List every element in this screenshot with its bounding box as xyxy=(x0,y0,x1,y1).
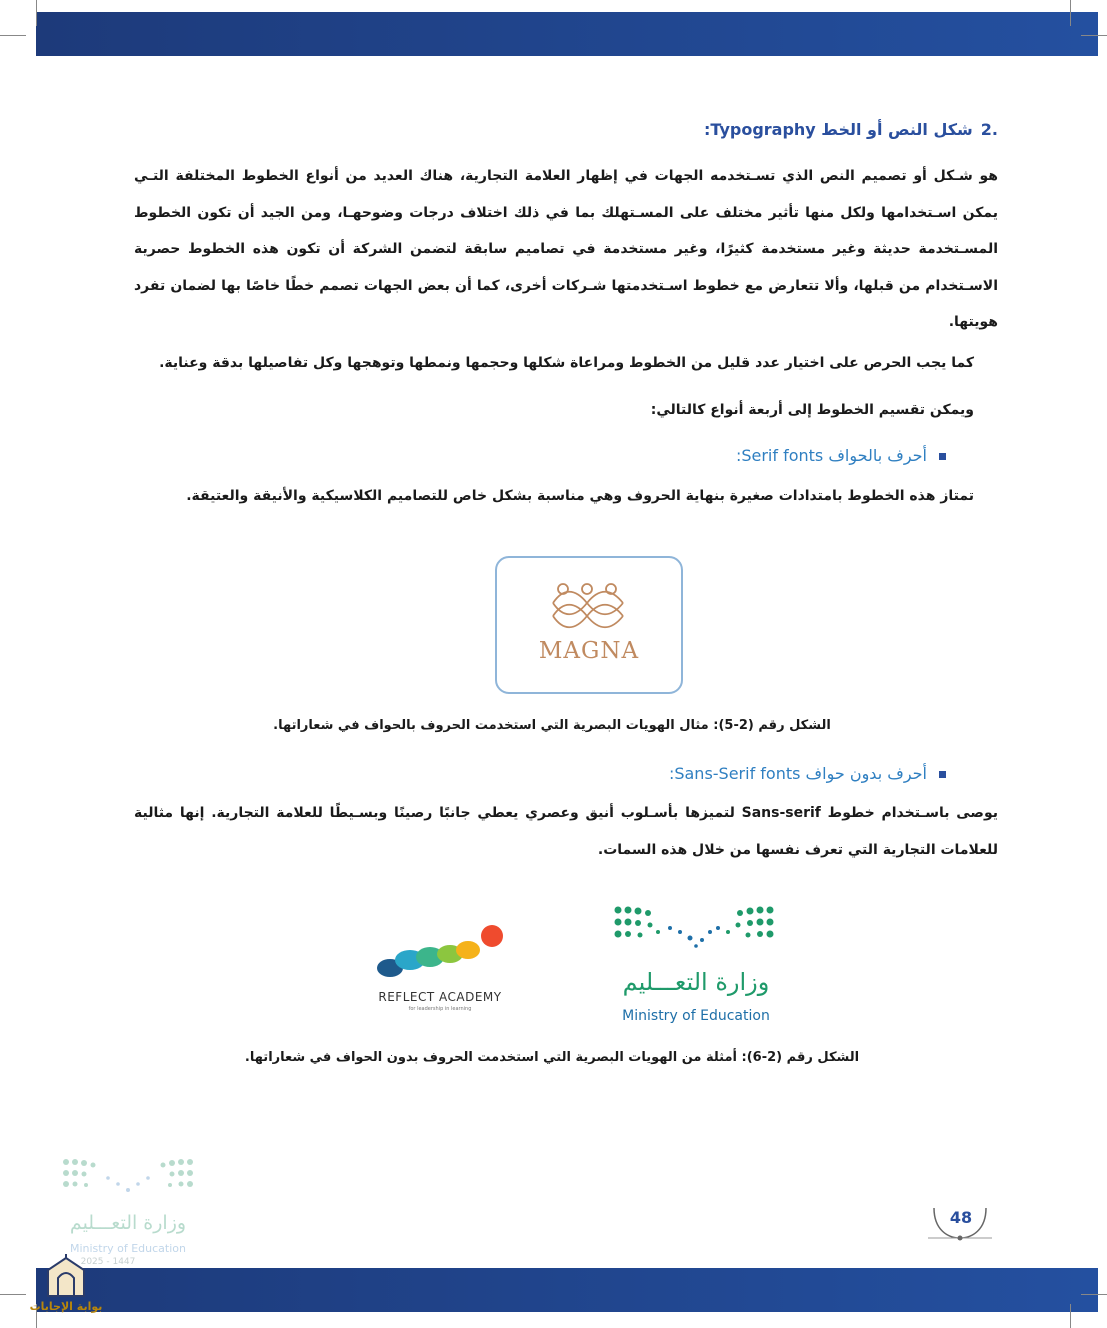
section-heading xyxy=(134,120,998,139)
care-text: كما يجب الحرص على اختيار عدد قليل من الخطوط ومراعاة شكلها وحجمها ونمطها وتوهجها وكل تفاصيلها بدقة وعناية. xyxy=(159,355,974,371)
types-intro-text: ويمكن تقسيم الخطوط إلى أربعة أنواع كالتالي: xyxy=(650,402,974,418)
magna-logo-frame xyxy=(495,556,683,694)
portal-watermark xyxy=(30,1254,102,1318)
sans-serif-title: أحرف بدون حواف Sans-Serif fonts: xyxy=(668,764,927,783)
reflect-academy-logo xyxy=(370,918,510,1018)
caption-text: أمثلة من الهويات البصرية التي استخدمت الحروف بدون الحواف في شعاراتها. xyxy=(244,1050,737,1065)
caption-text: مثال الهويات البصرية التي استخدمت الحروف بالحواف في شعاراتها. xyxy=(273,718,709,733)
top-color-band xyxy=(36,12,1098,56)
sans-serif-description xyxy=(134,795,998,868)
caption-label: الشكل رقم (2-6): xyxy=(741,1050,860,1065)
reflect-academy-name: REFLECT ACADEMY xyxy=(378,990,502,1004)
serif-bullet xyxy=(134,446,946,465)
ministry-english-name: Ministry of Education xyxy=(622,1008,770,1024)
reflect-academy-symbol-icon xyxy=(370,918,510,978)
footer-ministry-dots-icon xyxy=(58,1154,198,1198)
footer-year: 2025 - 1447 xyxy=(80,1257,136,1267)
intro-paragraph xyxy=(134,158,998,341)
footer-ministry-arabic: وزارة التعـــليم xyxy=(69,1212,187,1234)
crop-mark xyxy=(1070,1304,1071,1328)
figure-caption-2-5 xyxy=(150,718,954,733)
crop-mark xyxy=(1081,35,1107,36)
page-number: 48 xyxy=(949,1208,973,1227)
bullet-square-icon xyxy=(939,771,946,778)
care-paragraph xyxy=(134,345,974,382)
section-number: .2 xyxy=(980,120,998,139)
serif-description-text: تمتاز هذه الخطوط بامتدادات صغيرة بنهاية الحروف وهي مناسبة بشكل خاص للتصاميم الكلاسيكية والأنيقة والعتيقة. xyxy=(186,488,974,504)
serif-description xyxy=(134,478,974,515)
serif-title: أحرف بالحواف Serif fonts: xyxy=(735,446,927,465)
bullet-square-icon xyxy=(939,453,946,460)
footer-ministry-english: Ministry of Education xyxy=(69,1242,186,1255)
crop-mark xyxy=(0,35,26,36)
ministry-arabic-name: وزارة التعـــليم xyxy=(622,968,770,996)
portal-building-icon xyxy=(30,1254,102,1300)
ministry-logo xyxy=(610,902,782,1028)
crop-mark xyxy=(0,1294,26,1295)
crop-mark xyxy=(36,0,37,26)
magna-symbol-icon xyxy=(497,558,681,692)
intro-text: هو شـكل أو تصميم النص الذي تسـتخدمه الجهات في إظهار العلامة التجارية، هناك العديد من أنواع الخطوط المختلفة التـي يمكن اسـتخدامها ولكل منها تأثير مختلف على المسـتهلك بما في ذلك اختلاف درجات وضوحهـا، ومن الجيد أن تكون الخطوط المسـتخدمة حديثة وغير مستخدمة كثيرًا، وغير مستخدمة في تصاميم سابقة لتضمن الشركة أن تكون هذه الخطوط حصرية الاسـتخدام من قبلها، وألا تتعارض مع خطوط اسـتخدمتها شـركات أخرى، كما أن بعض الجهات تصمم خطًا خاصًا بها لضمان تفرد هويتها. xyxy=(134,168,998,330)
caption-label: الشكل رقم (2-5): xyxy=(713,718,831,733)
crop-mark xyxy=(1081,1294,1107,1295)
portal-watermark-text: بوابة الإجابات xyxy=(29,1300,103,1313)
types-intro xyxy=(134,392,974,429)
magna-logo-text: MAGNA xyxy=(538,638,640,664)
sans-serif-bullet xyxy=(134,764,946,783)
sans-serif-description-text: يوصى باسـتخدام خطوط Sans-serif لتميزها بأسـلوب أنيق وعصري يعطي جانبًا رصينًا وبسـيطًا للعلامة التجارية. إنها مثالية للعلامات التجارية التي تعرف نفسها من خلال هذه السمات. xyxy=(134,805,998,858)
bottom-color-band xyxy=(36,1268,1098,1312)
section-title: شكل النص أو الخط Typography: xyxy=(704,120,973,139)
ministry-dots-icon xyxy=(610,902,782,948)
footer-ministry-logo xyxy=(58,1154,198,1267)
crop-mark xyxy=(1070,0,1071,26)
figure-caption-2-6 xyxy=(150,1050,954,1065)
reflect-academy-tagline: for leadership in learning xyxy=(408,1006,472,1012)
